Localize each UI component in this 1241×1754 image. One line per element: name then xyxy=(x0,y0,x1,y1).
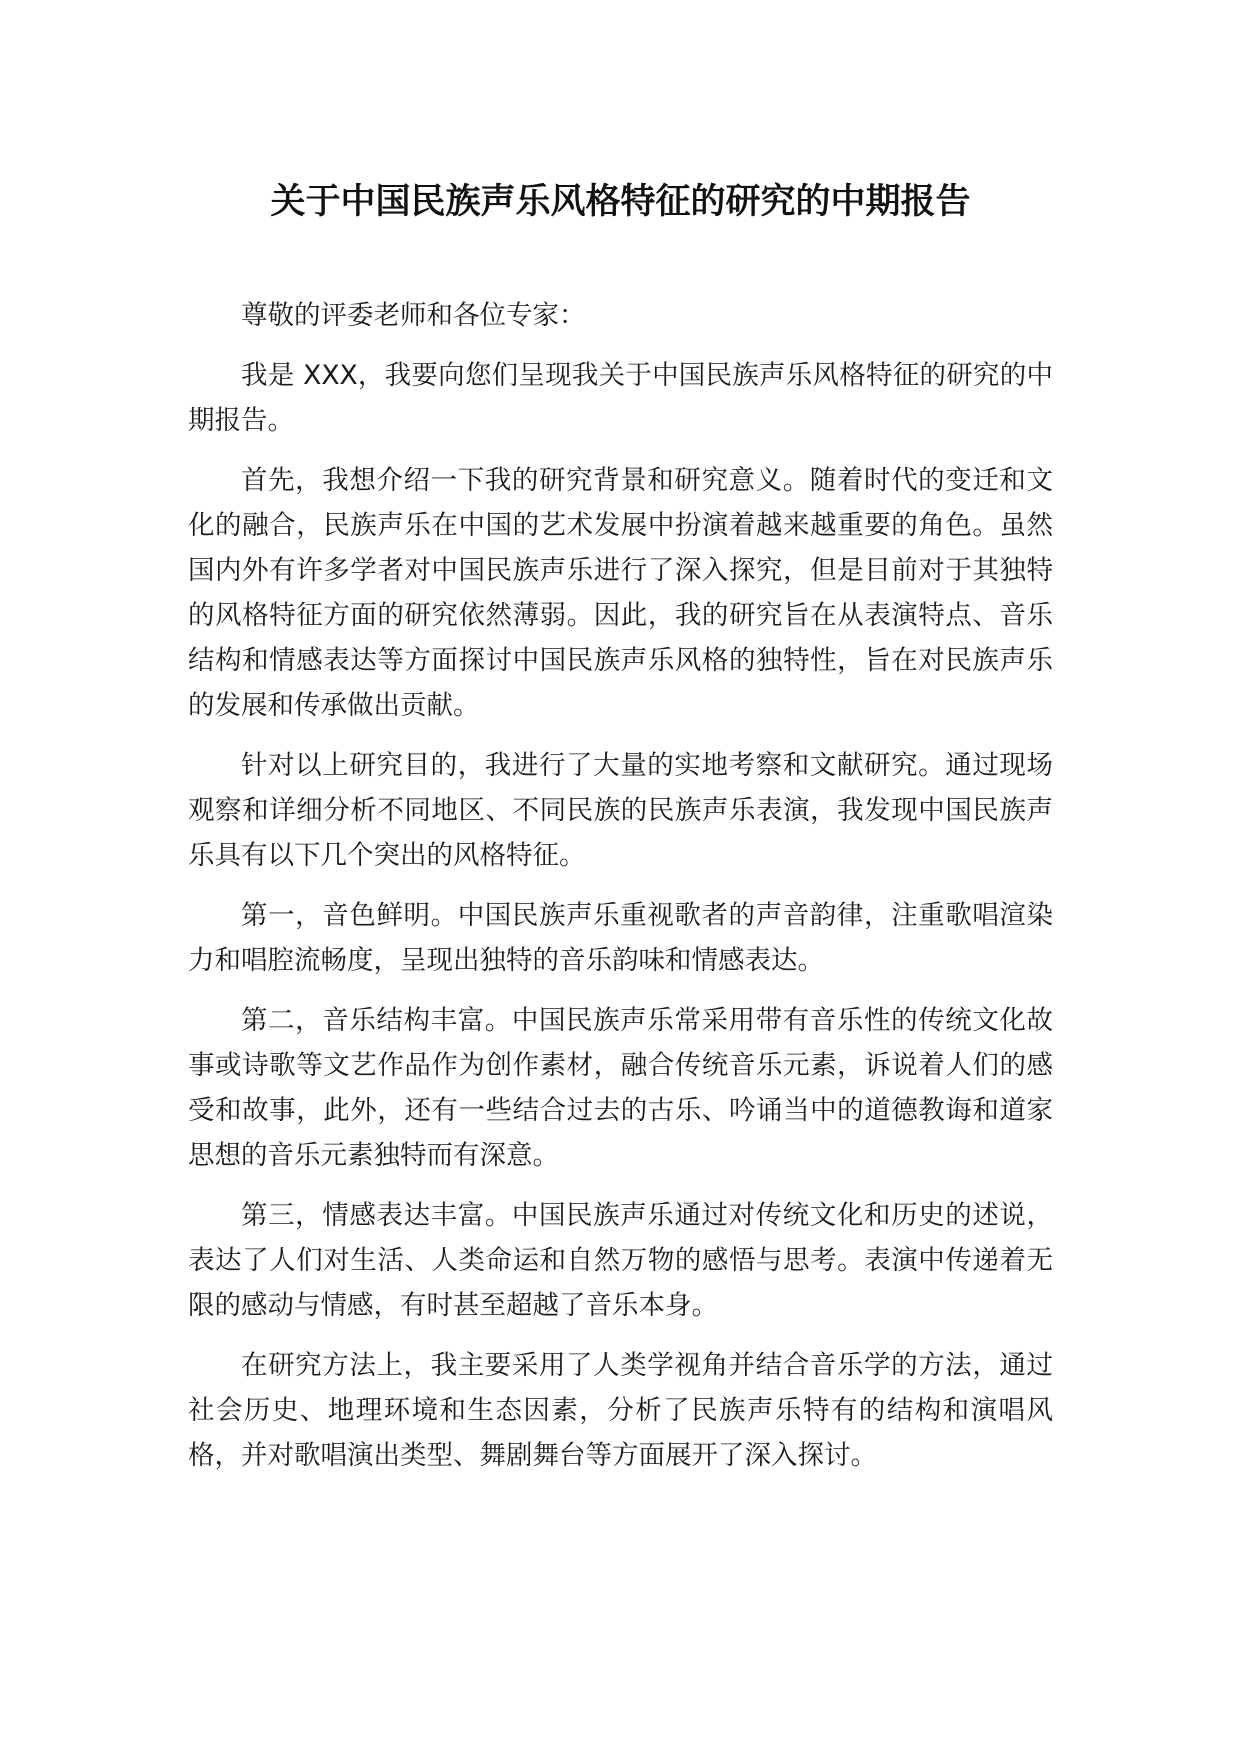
paragraph-salutation: 尊敬的评委老师和各位专家： xyxy=(241,300,586,331)
paragraph-research-methods: 针对以上研究目的，我进行了大量的实地考察和文献研究。通过现场观察和详细分析不同地区、不同民族的民族声乐表演，我发现中国民族声乐具有以下几个突出的风格特征。 xyxy=(188,750,1053,871)
paragraph-methodology: 在研究方法上，我主要采用了人类学视角并结合音乐学的方法，通过社会历史、地理环境和生态因素，分析了民族声乐特有的结构和演唱风格，并对歌唱演出类型、舞剧舞台等方面展开了深入探讨。 xyxy=(188,1350,1053,1471)
paragraph-feature-two: 第二，音乐结构丰富。中国民族声乐常采用带有音乐性的传统文化故事或诗歌等文艺作品作为创作素材，融合传统音乐元素，诉说着人们的感受和故事，此外，还有一些结合过去的古乐、吟诵当中的道德教诲和道家思想的音乐元素独特而有深意。 xyxy=(188,1005,1053,1171)
document-title: 关于中国民族声乐风格特征的研究的中期报告 xyxy=(270,182,971,222)
paragraph-introduction: 我是 XXX，我要向您们呈现我关于中国民族声乐风格特征的研究的中期报告。 xyxy=(188,360,1053,436)
paragraph-feature-three: 第三，情感表达丰富。中国民族声乐通过对传统文化和历史的述说，表达了人们对生活、人类命运和自然万物的感悟与思考。表演中传递着无限的感动与情感，有时甚至超越了音乐本身。 xyxy=(188,1200,1053,1321)
paragraph-background: 首先，我想介绍一下我的研究背景和研究意义。随着时代的变迁和文化的融合，民族声乐在中国的艺术发展中扮演着越来越重要的角色。虽然国内外有许多学者对中国民族声乐进行了深入探究，但是目前对于其独特的风格特征方面的研究依然薄弱。因此，我的研究旨在从表演特点、音乐结构和情感表达等方面探讨中国民族声乐风格的独特性，旨在对民族声乐的发展和传承做出贡献。 xyxy=(188,465,1053,721)
paragraph-feature-one: 第一，音色鲜明。中国民族声乐重视歌者的声音韵律，注重歌唱渲染力和唱腔流畅度，呈现出独特的音乐韵味和情感表达。 xyxy=(188,900,1053,976)
document-body xyxy=(188,293,1053,1493)
